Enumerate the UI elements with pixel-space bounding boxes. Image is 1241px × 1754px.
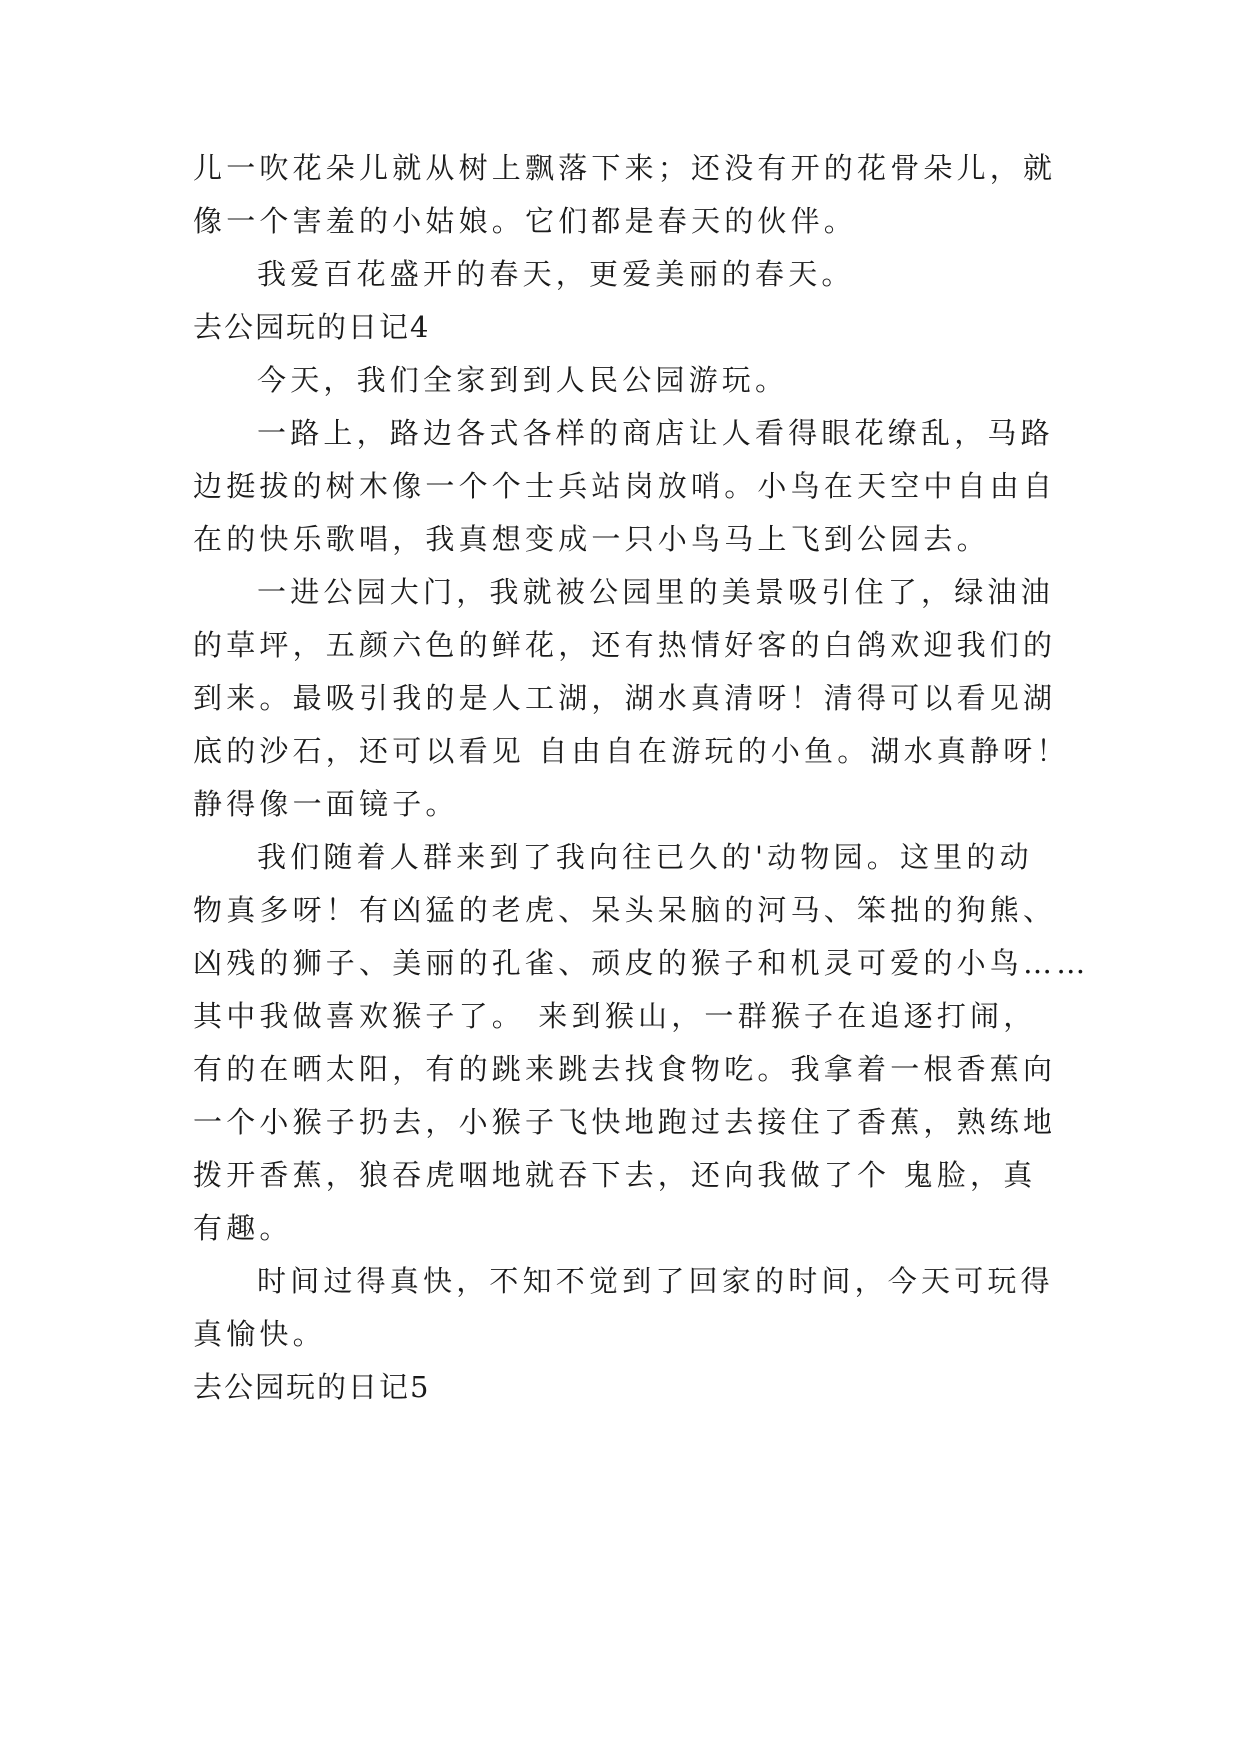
- text-line: 物真多呀！有凶猛的老虎、呆头呆脑的河马、笨拙的狗熊、: [193, 893, 1057, 927]
- text-line: 边挺拔的树木像一个个士兵站岗放哨。小鸟在天空中自由自: [193, 469, 1057, 503]
- section-heading: 去公园玩的日记4: [193, 310, 431, 344]
- text-line: 一个小猴子扔去，小猴子飞快地跑过去接住了香蕉，熟练地: [193, 1105, 1057, 1139]
- text-line: 儿一吹花朵儿就从树上飘落下来；还没有开的花骨朵儿，就: [193, 151, 1057, 185]
- paragraph-first-line: 今天，我们全家到到人民公园游玩。: [257, 363, 789, 397]
- text-line: 在的快乐歌唱，我真想变成一只小鸟马上飞到公园去。: [193, 522, 990, 556]
- paragraph-first-line: 一路上，路边各式各样的商店让人看得眼花缭乱，马路: [257, 416, 1054, 450]
- text-line: 有趣。: [193, 1211, 293, 1245]
- text-line: 到来。最吸引我的是人工湖，湖水真清呀！清得可以看见湖: [193, 681, 1057, 715]
- text-line: 底的沙石，还可以看见 自由自在游玩的小鱼。湖水真静呀！: [193, 734, 1070, 768]
- text-line: 拨开香蕉，狼吞虎咽地就吞下去，还向我做了个 鬼脸，真: [193, 1158, 1037, 1192]
- paragraph-first-line: 我爱百花盛开的春天，更爱美丽的春天。: [257, 257, 855, 291]
- text-line: 有的在晒太阳，有的跳来跳去找食物吃。我拿着一根香蕉向: [193, 1052, 1057, 1086]
- text-line: 真愉快。: [193, 1317, 326, 1351]
- text-line: 其中我做喜欢猴子了。 来到猴山，一群猴子在追逐打闹，: [193, 999, 1037, 1033]
- text-line: 像一个害羞的小姑娘。它们都是春天的伙伴。: [193, 204, 858, 238]
- paragraph-first-line: 我们随着人群来到了我向往已久的'动物园。这里的动: [257, 840, 1033, 874]
- text-line: 的草坪，五颜六色的鲜花，还有热情好客的白鸽欢迎我们的: [193, 628, 1057, 662]
- section-heading: 去公园玩的日记5: [193, 1370, 431, 1404]
- paragraph-first-line: 时间过得真快，不知不觉到了回家的时间，今天可玩得: [257, 1264, 1054, 1298]
- paragraph-first-line: 一进公园大门，我就被公园里的美景吸引住了，绿油油: [257, 575, 1054, 609]
- text-line: 静得像一面镜子。: [193, 787, 459, 821]
- text-line: 凶残的狮子、美丽的孔雀、顽皮的猴子和机灵可爱的小鸟……: [193, 946, 1090, 980]
